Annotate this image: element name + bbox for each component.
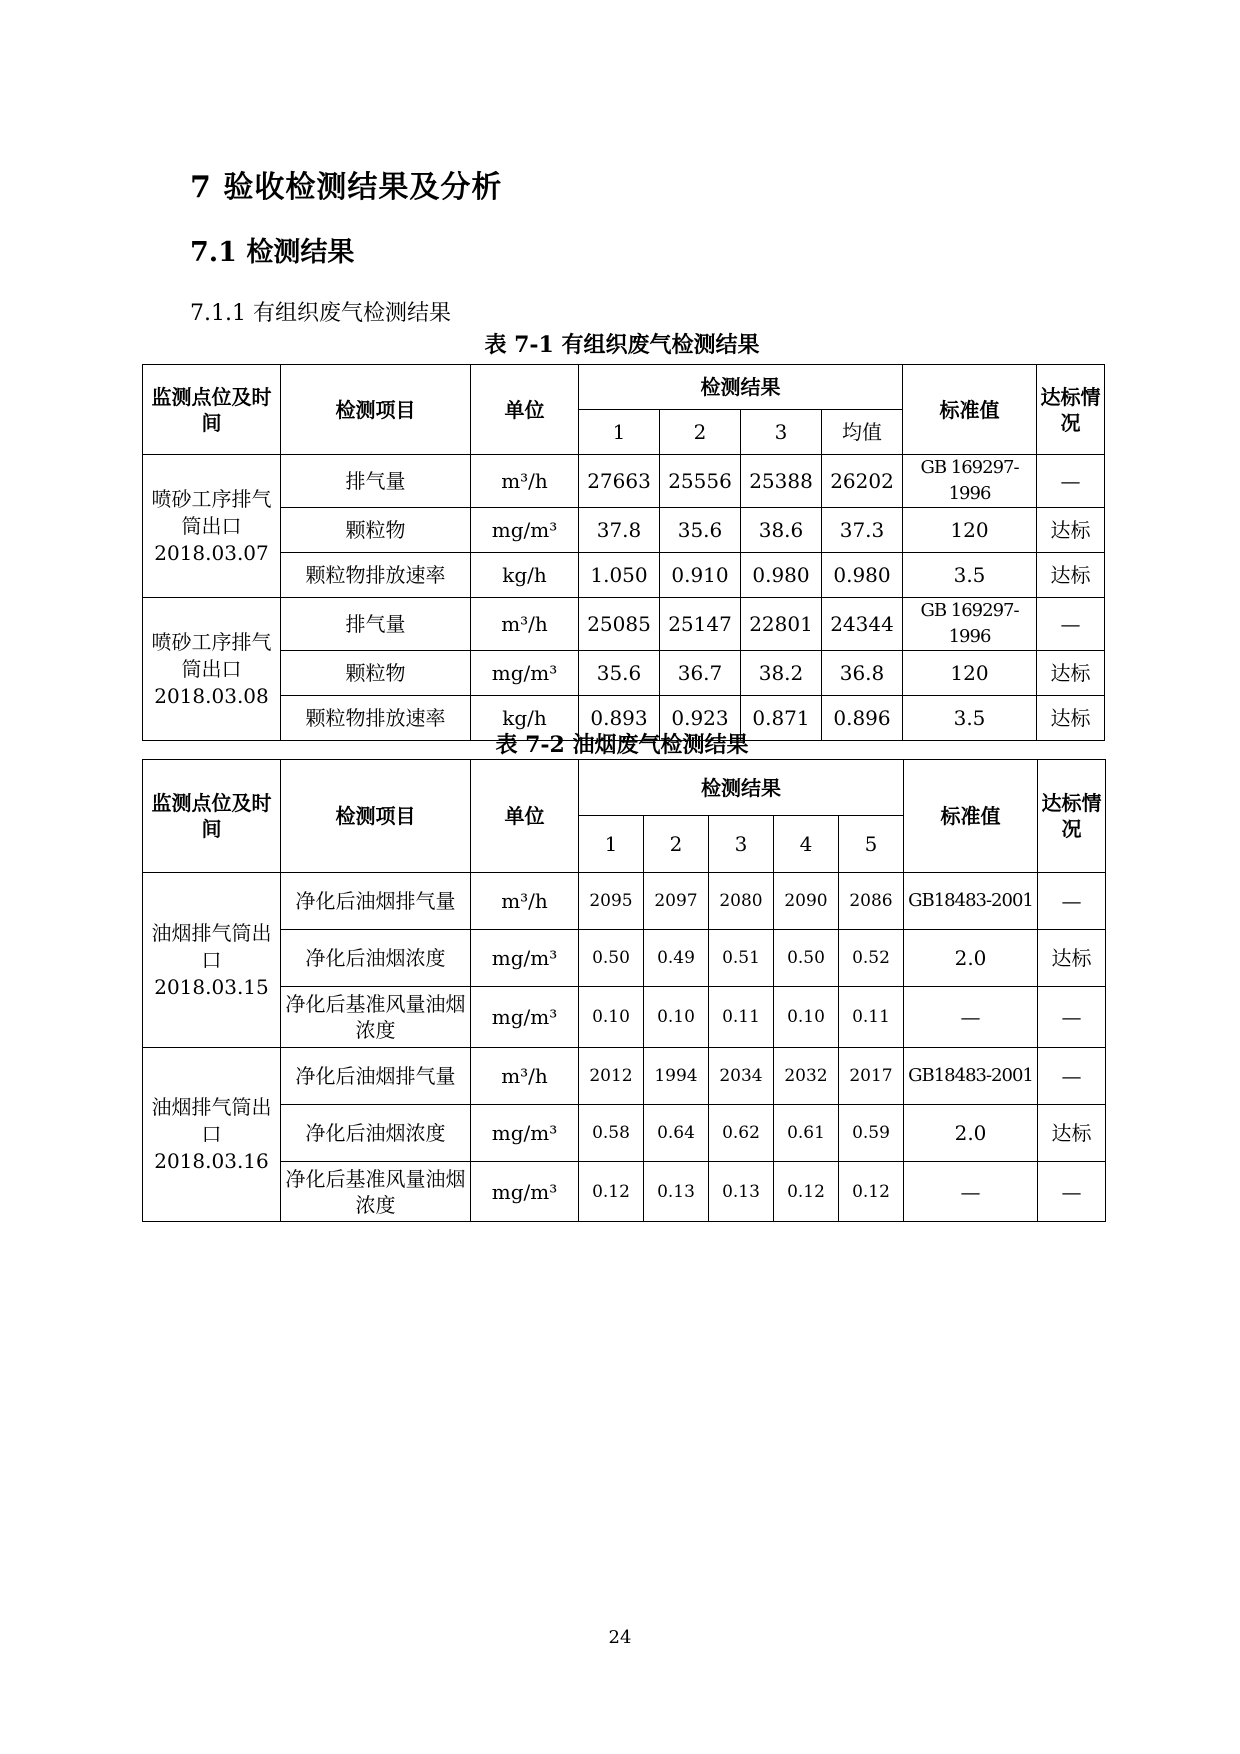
value-cell: 37.3	[822, 508, 903, 553]
standard-cell: 3.5	[903, 696, 1037, 741]
header-col-1: 1	[579, 816, 644, 873]
table-row	[143, 1105, 1106, 1162]
value-cell: 0.51	[709, 930, 774, 987]
value-cell: 25085	[579, 598, 660, 651]
value-cell: 0.12	[579, 1162, 644, 1222]
standard-cell: —	[904, 987, 1038, 1048]
header-standard: 标准值	[904, 760, 1038, 873]
value-cell: 2017	[839, 1048, 904, 1105]
subsubsection-heading: 7.1.1 有组织废气检测结果	[190, 301, 451, 326]
header-unit: 单位	[471, 365, 579, 455]
status-cell: —	[1037, 455, 1105, 508]
unit-cell: m³/h	[471, 598, 579, 651]
unit-cell: kg/h	[471, 553, 579, 598]
table2-caption: 表 7-2 油烟废气检测结果	[495, 732, 749, 758]
value-cell: 22801	[741, 598, 822, 651]
table1-caption: 表 7-1 有组织废气检测结果	[484, 332, 760, 358]
value-cell: 0.59	[839, 1105, 904, 1162]
table-row	[143, 1162, 1106, 1222]
unit-cell: mg/m³	[471, 1162, 579, 1222]
item-cell: 颗粒物	[281, 508, 471, 553]
header-status: 达标情况	[1037, 365, 1105, 455]
value-cell: 0.980	[822, 553, 903, 598]
value-cell: 1994	[644, 1048, 709, 1105]
table-oil-fume-exhaust	[142, 759, 1106, 1222]
value-cell: 0.13	[644, 1162, 709, 1222]
value-cell: 0.49	[644, 930, 709, 987]
value-cell: 0.923	[660, 696, 741, 741]
value-cell: 2032	[774, 1048, 839, 1105]
item-cell: 颗粒物排放速率	[281, 553, 471, 598]
item-cell: 排气量	[281, 598, 471, 651]
status-cell: —	[1038, 987, 1106, 1048]
value-cell: 0.910	[660, 553, 741, 598]
value-cell: 0.12	[774, 1162, 839, 1222]
value-cell: 2095	[579, 873, 644, 930]
page-number: 24	[608, 1627, 632, 1648]
value-cell: 0.10	[644, 987, 709, 1048]
value-cell: 0.980	[741, 553, 822, 598]
unit-cell: m³/h	[471, 455, 579, 508]
unit-cell: mg/m³	[471, 930, 579, 987]
value-cell: 38.2	[741, 651, 822, 696]
standard-cell: 3.5	[903, 553, 1037, 598]
status-cell: 达标	[1037, 508, 1105, 553]
value-cell: 0.871	[741, 696, 822, 741]
value-cell: 2034	[709, 1048, 774, 1105]
header-col-mean: 均值	[822, 410, 903, 455]
unit-cell: m³/h	[471, 1048, 579, 1105]
table-row	[143, 1048, 1106, 1105]
value-cell: 1.050	[579, 553, 660, 598]
status-cell: —	[1038, 873, 1106, 930]
value-cell: 36.8	[822, 651, 903, 696]
status-cell: 达标	[1037, 651, 1105, 696]
header-col-5: 5	[839, 816, 904, 873]
value-cell: 2080	[709, 873, 774, 930]
standard-cell: 120	[903, 508, 1037, 553]
unit-cell: mg/m³	[471, 508, 579, 553]
value-cell: 0.10	[774, 987, 839, 1048]
value-cell: 35.6	[579, 651, 660, 696]
location-cell: 油烟排气筒出口2018.03.15	[143, 873, 281, 1048]
value-cell: 0.893	[579, 696, 660, 741]
standard-cell: 120	[903, 651, 1037, 696]
value-cell: 27663	[579, 455, 660, 508]
value-cell: 0.11	[709, 987, 774, 1048]
header-col-2: 2	[644, 816, 709, 873]
header-col-3: 3	[741, 410, 822, 455]
table-organized-exhaust	[142, 364, 1105, 741]
header-results: 检测结果	[579, 365, 903, 410]
header-standard: 标准值	[903, 365, 1037, 455]
header-item: 检测项目	[281, 365, 471, 455]
value-cell: 0.64	[644, 1105, 709, 1162]
status-cell: —	[1038, 1048, 1106, 1105]
header-col-1: 1	[579, 410, 660, 455]
standard-cell: —	[904, 1162, 1038, 1222]
value-cell: 0.62	[709, 1105, 774, 1162]
header-location: 监测点位及时间	[143, 760, 281, 873]
value-cell: 2012	[579, 1048, 644, 1105]
header-status: 达标情况	[1038, 760, 1106, 873]
unit-cell: kg/h	[471, 696, 579, 741]
item-cell: 净化后基准风量油烟浓度	[281, 987, 471, 1048]
value-cell: 0.61	[774, 1105, 839, 1162]
value-cell: 36.7	[660, 651, 741, 696]
location-cell: 喷砂工序排气筒出口2018.03.08	[143, 598, 281, 741]
value-cell: 0.50	[579, 930, 644, 987]
value-cell: 2097	[644, 873, 709, 930]
unit-cell: mg/m³	[471, 651, 579, 696]
item-cell: 颗粒物排放速率	[281, 696, 471, 741]
table-row	[143, 598, 1105, 651]
header-item: 检测项目	[281, 760, 471, 873]
standard-cell: GB 169297-1996	[903, 598, 1037, 651]
table-row	[143, 930, 1106, 987]
value-cell: 0.12	[839, 1162, 904, 1222]
status-cell: —	[1038, 1162, 1106, 1222]
value-cell: 25388	[741, 455, 822, 508]
item-cell: 颗粒物	[281, 651, 471, 696]
section-heading: 7 验收检测结果及分析	[190, 170, 503, 205]
location-cell: 喷砂工序排气筒出口2018.03.07	[143, 455, 281, 598]
value-cell: 25147	[660, 598, 741, 651]
standard-cell: 2.0	[904, 1105, 1038, 1162]
unit-cell: mg/m³	[471, 987, 579, 1048]
table-row	[143, 873, 1106, 930]
value-cell: 0.50	[774, 930, 839, 987]
item-cell: 净化后油烟浓度	[281, 930, 471, 987]
value-cell: 0.52	[839, 930, 904, 987]
value-cell: 0.896	[822, 696, 903, 741]
location-cell: 油烟排气筒出口2018.03.16	[143, 1048, 281, 1222]
standard-cell: GB 169297-1996	[903, 455, 1037, 508]
table-row	[143, 987, 1106, 1048]
status-cell: 达标	[1038, 930, 1106, 987]
status-cell: 达标	[1037, 696, 1105, 741]
item-cell: 净化后基准风量油烟浓度	[281, 1162, 471, 1222]
value-cell: 26202	[822, 455, 903, 508]
value-cell: 37.8	[579, 508, 660, 553]
item-cell: 净化后油烟排气量	[281, 873, 471, 930]
subsection-heading: 7.1 检测结果	[190, 237, 355, 268]
header-col-4: 4	[774, 816, 839, 873]
header-col-3: 3	[709, 816, 774, 873]
header-results: 检测结果	[579, 760, 904, 816]
table-row	[143, 553, 1105, 598]
standard-cell: GB18483-2001	[904, 1048, 1038, 1105]
unit-cell: mg/m³	[471, 1105, 579, 1162]
value-cell: 25556	[660, 455, 741, 508]
value-cell: 0.10	[579, 987, 644, 1048]
value-cell: 35.6	[660, 508, 741, 553]
value-cell: 24344	[822, 598, 903, 651]
header-unit: 单位	[471, 760, 579, 873]
item-cell: 净化后油烟排气量	[281, 1048, 471, 1105]
table-row	[143, 651, 1105, 696]
value-cell: 0.58	[579, 1105, 644, 1162]
item-cell: 净化后油烟浓度	[281, 1105, 471, 1162]
header-location: 监测点位及时间	[143, 365, 281, 455]
standard-cell: GB18483-2001	[904, 873, 1038, 930]
value-cell: 0.11	[839, 987, 904, 1048]
value-cell: 2090	[774, 873, 839, 930]
value-cell: 2086	[839, 873, 904, 930]
header-col-2: 2	[660, 410, 741, 455]
item-cell: 排气量	[281, 455, 471, 508]
value-cell: 0.13	[709, 1162, 774, 1222]
status-cell: —	[1037, 598, 1105, 651]
standard-cell: 2.0	[904, 930, 1038, 987]
table-row	[143, 455, 1105, 508]
unit-cell: m³/h	[471, 873, 579, 930]
value-cell: 38.6	[741, 508, 822, 553]
status-cell: 达标	[1038, 1105, 1106, 1162]
status-cell: 达标	[1037, 553, 1105, 598]
table-row	[143, 508, 1105, 553]
